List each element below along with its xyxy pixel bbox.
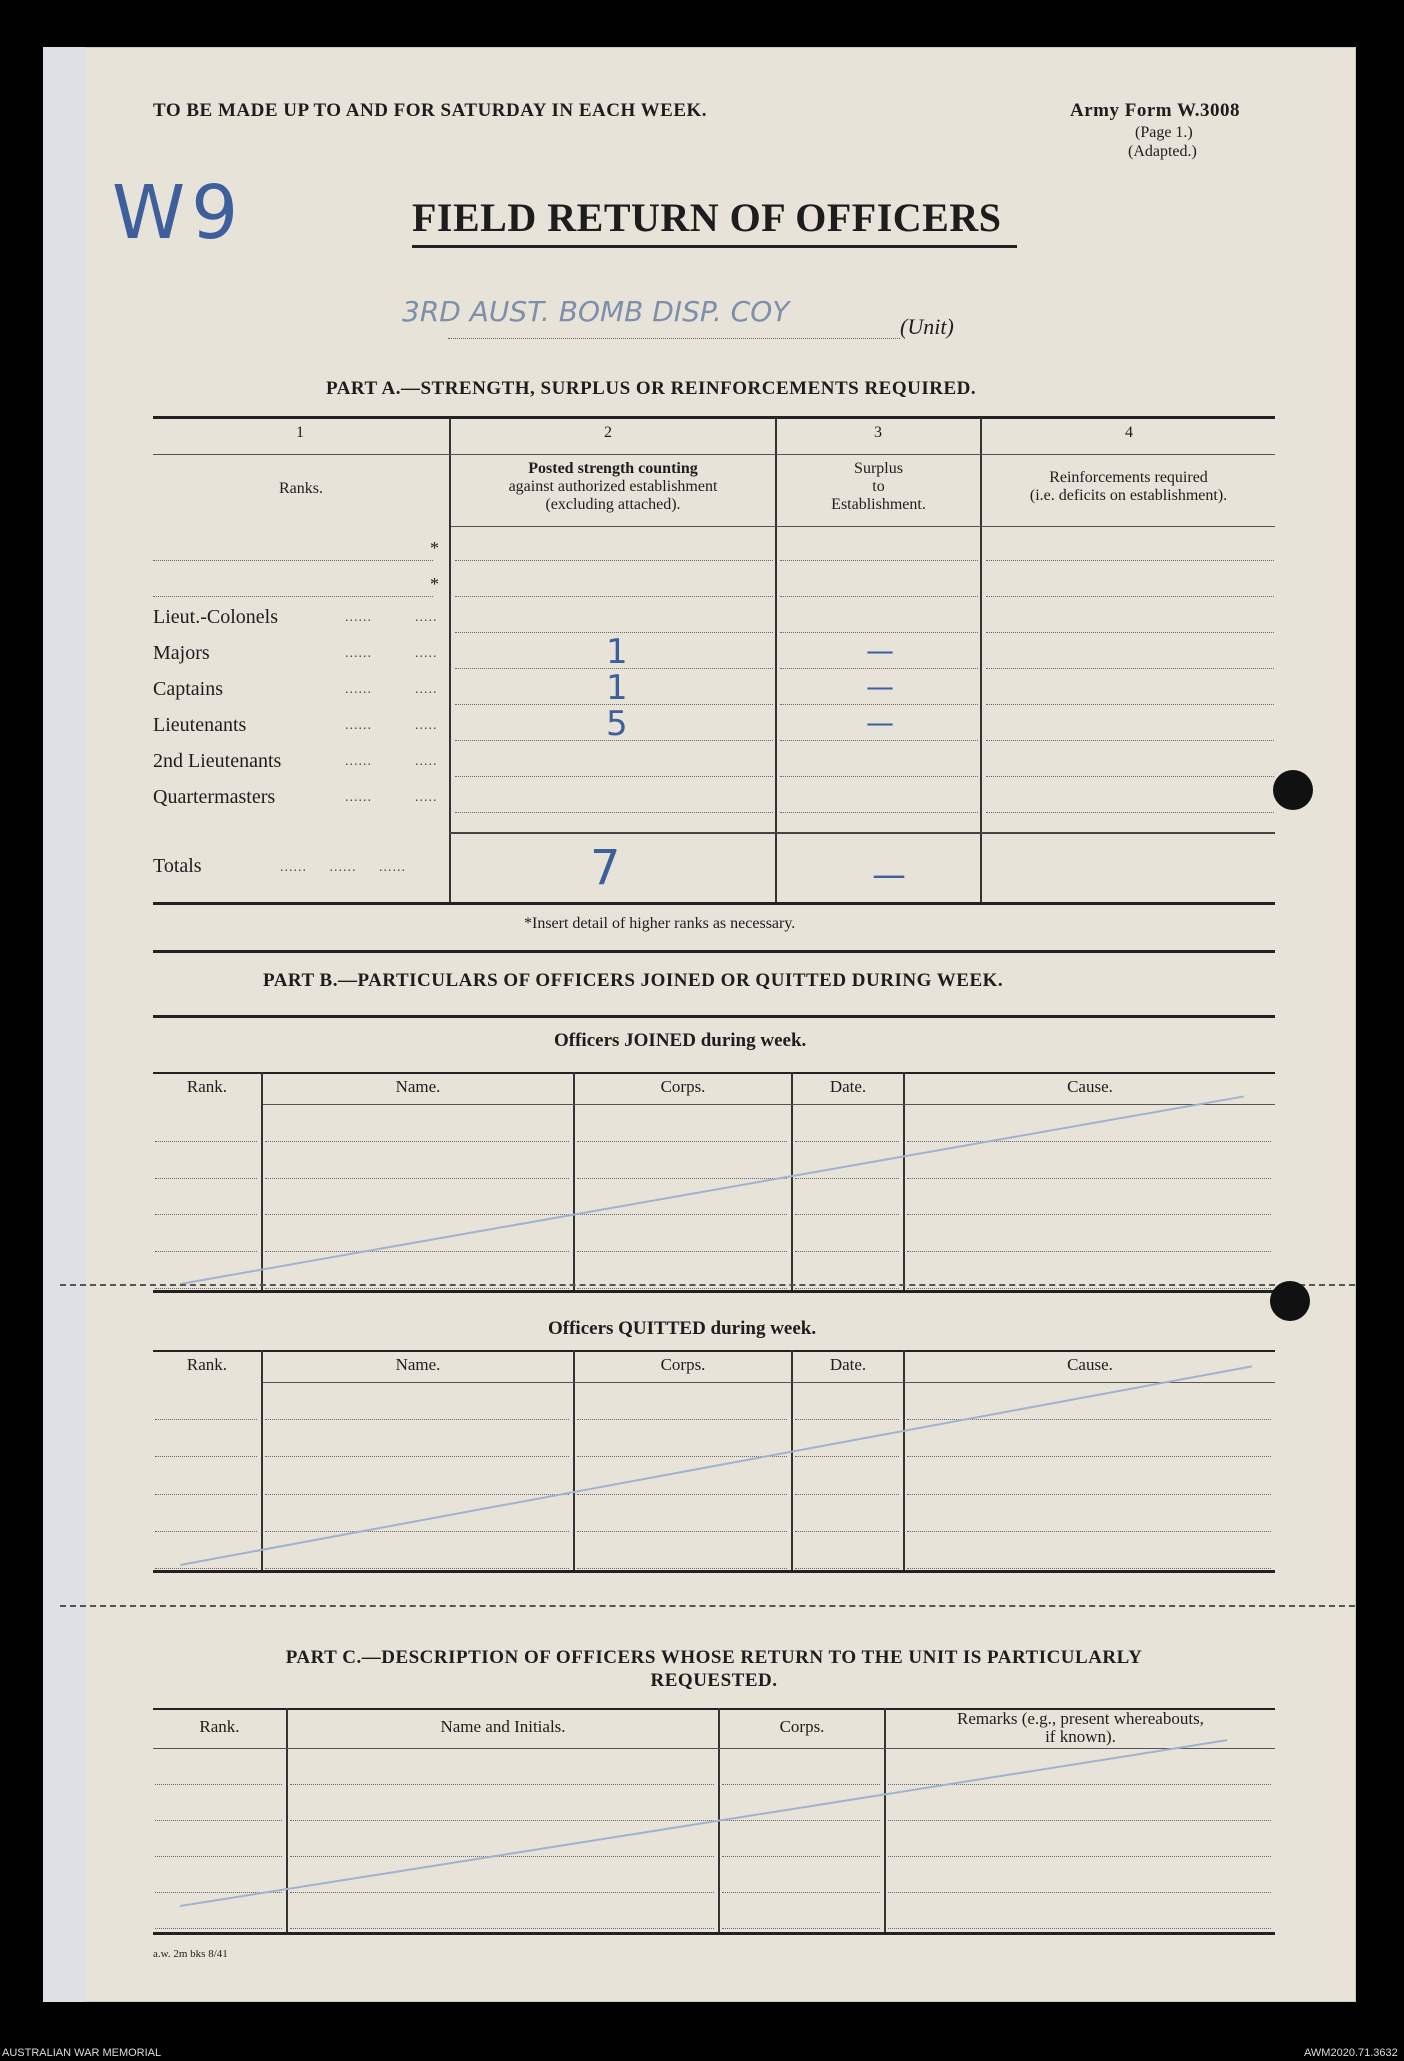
rank-label: Quartermasters bbox=[153, 786, 276, 808]
rank-label: Captains bbox=[153, 678, 223, 700]
table-row-line bbox=[265, 1214, 569, 1215]
rank-label: Majors bbox=[153, 642, 210, 664]
table-bottom-rule bbox=[153, 1570, 1275, 1573]
table-row-line bbox=[155, 1141, 257, 1142]
rank-label: Lieutenants bbox=[153, 714, 247, 736]
table-row-line bbox=[155, 1784, 282, 1785]
table-row-line bbox=[155, 1419, 257, 1420]
remarks-line: Remarks (e.g., present whereabouts, bbox=[957, 1709, 1204, 1728]
table-row-line bbox=[265, 1288, 569, 1289]
table-row-line bbox=[722, 1820, 880, 1821]
part-c-heading bbox=[153, 1646, 1275, 1692]
table-row-line bbox=[155, 1456, 257, 1457]
header-bottom-rule bbox=[451, 526, 1275, 527]
col-header-posted-line: Posted strength counting bbox=[528, 460, 698, 477]
table-column-header: Rank. bbox=[199, 1717, 240, 1736]
surplus-value: — bbox=[866, 634, 894, 667]
form-page: (Page 1.) bbox=[1135, 124, 1193, 141]
table-row-line bbox=[577, 1178, 787, 1179]
title-underline bbox=[412, 245, 1017, 248]
table-row-line bbox=[290, 1892, 714, 1893]
table-column-header: Corps. bbox=[660, 1355, 706, 1374]
col-header-ranks: Ranks. bbox=[279, 480, 323, 497]
table-vline bbox=[286, 1708, 288, 1932]
perforation-line bbox=[60, 1284, 1355, 1286]
part-b-heading: PART B.—PARTICULARS OF OFFICERS JOINED OR QUITTED DURING WEEK. bbox=[263, 970, 1004, 991]
cell-dotted-line bbox=[780, 740, 978, 741]
table-column-header: Date. bbox=[829, 1355, 867, 1374]
rank-leader: ...... bbox=[345, 682, 372, 697]
part-c-heading-line: REQUESTED. bbox=[650, 1670, 778, 1691]
cell-dotted-line bbox=[986, 704, 1274, 705]
table-top-rule bbox=[153, 1350, 1275, 1352]
table-row-line bbox=[907, 1568, 1271, 1569]
table-bottom-rule bbox=[153, 1932, 1275, 1935]
table-row-line bbox=[722, 1892, 880, 1893]
table-row-line bbox=[290, 1928, 714, 1929]
table-row-line bbox=[265, 1494, 569, 1495]
table-row-line bbox=[888, 1892, 1271, 1893]
table-header-rule bbox=[263, 1104, 1275, 1105]
table-column-header: Corps. bbox=[779, 1717, 825, 1736]
table-row-line bbox=[155, 1494, 257, 1495]
cell-dotted-line bbox=[986, 812, 1274, 813]
totals-posted-value: 7 bbox=[590, 840, 621, 896]
form-id: Army Form W.3008 bbox=[1070, 100, 1241, 121]
table-row-line bbox=[795, 1214, 899, 1215]
footer-left: AUSTRALIAN WAR MEMORIAL bbox=[2, 2047, 162, 2059]
cell-dotted-line bbox=[986, 740, 1274, 741]
posted-value: 1 bbox=[606, 632, 628, 672]
punch-hole bbox=[1270, 1281, 1310, 1321]
surplus-value: — bbox=[866, 706, 894, 739]
perforation-line-2 bbox=[60, 1605, 1355, 1607]
table-row-line bbox=[795, 1494, 899, 1495]
table-row-line bbox=[907, 1178, 1271, 1179]
table-row-line bbox=[888, 1928, 1271, 1929]
table-row-line bbox=[155, 1820, 282, 1821]
table-row-line bbox=[577, 1494, 787, 1495]
table-row-line bbox=[577, 1214, 787, 1215]
rank-blank-line bbox=[153, 560, 433, 561]
rank-leader: ...... bbox=[345, 790, 372, 805]
table-row-line bbox=[155, 1214, 257, 1215]
posted-value: 5 bbox=[606, 704, 628, 744]
instruction-text: TO BE MADE UP TO AND FOR SATURDAY IN EACH WEEK. bbox=[153, 100, 708, 121]
table-row-line bbox=[577, 1568, 787, 1569]
unit-label: (Unit) bbox=[900, 314, 954, 339]
col-header-posted bbox=[451, 460, 775, 514]
col-number-4: 4 bbox=[1125, 424, 1133, 441]
table-row-line bbox=[795, 1288, 899, 1289]
rank-leader: ..... bbox=[415, 718, 438, 733]
cell-dotted-line bbox=[986, 776, 1274, 777]
cell-dotted-line bbox=[455, 776, 773, 777]
part-a-heading: PART A.—STRENGTH, SURPLUS OR REINFORCEMENTS REQUIRED. bbox=[326, 378, 977, 399]
table-row-line bbox=[907, 1288, 1271, 1289]
table-row-line bbox=[577, 1531, 787, 1532]
table-row-line bbox=[290, 1820, 714, 1821]
col-header-reinforcements-line: (i.e. deficits on establishment). bbox=[1029, 487, 1228, 504]
joined-title: Officers JOINED during week. bbox=[554, 1030, 807, 1051]
cell-dotted-line bbox=[455, 560, 773, 561]
table-column-header: Cause. bbox=[1067, 1355, 1113, 1374]
table-row-line bbox=[907, 1531, 1271, 1532]
table-row-line bbox=[290, 1856, 714, 1857]
col-header-posted-line: (excluding attached). bbox=[545, 496, 681, 513]
table-column-header: Rank. bbox=[186, 1077, 228, 1096]
totals-surplus-value: — bbox=[872, 855, 906, 895]
cell-dotted-line bbox=[455, 596, 773, 597]
rank-leader: ..... bbox=[415, 790, 438, 805]
table-column-header: Name. bbox=[395, 1077, 441, 1096]
rank-leader: ..... bbox=[415, 682, 438, 697]
rank-label: 2nd Lieutenants bbox=[153, 750, 282, 772]
table-row-line bbox=[795, 1568, 899, 1569]
cell-dotted-line bbox=[986, 632, 1274, 633]
col-number-1: 1 bbox=[296, 424, 304, 441]
rank-leader: ...... bbox=[345, 718, 372, 733]
row-marker: * bbox=[430, 538, 439, 558]
table-column-header: Corps. bbox=[660, 1077, 706, 1096]
part-b-heading-rule bbox=[153, 1015, 1275, 1018]
cell-dotted-line bbox=[780, 632, 978, 633]
col-header-surplus-line: Establishment. bbox=[831, 496, 926, 513]
unit-dotted-line bbox=[448, 338, 900, 339]
table-row-line bbox=[795, 1419, 899, 1420]
part-a-bottom-rule bbox=[153, 902, 1275, 905]
col-header-reinforcements-line: Reinforcements required bbox=[1049, 469, 1208, 486]
cell-dotted-line bbox=[986, 560, 1274, 561]
row-marker: * bbox=[430, 574, 439, 594]
table-vline bbox=[261, 1350, 263, 1570]
table-row-line bbox=[907, 1456, 1271, 1457]
rank-leader: ...... bbox=[345, 754, 372, 769]
rank-blank-line bbox=[153, 596, 433, 597]
table-row-line bbox=[155, 1856, 282, 1857]
table-column-header: Cause. bbox=[1067, 1077, 1113, 1096]
rank-leader: ..... bbox=[415, 754, 438, 769]
table-top-rule bbox=[153, 1072, 1275, 1074]
rank-label: Lieut.-Colonels bbox=[153, 606, 278, 628]
table-row-line bbox=[265, 1568, 569, 1569]
table-row-line bbox=[265, 1178, 569, 1179]
table-row-line bbox=[155, 1531, 257, 1532]
table-row-line bbox=[577, 1288, 787, 1289]
table-row-line bbox=[722, 1928, 880, 1929]
rank-leader: ..... bbox=[415, 646, 438, 661]
table-row-line bbox=[577, 1419, 787, 1420]
table-row-line bbox=[795, 1531, 899, 1532]
table-vline bbox=[903, 1350, 905, 1570]
cell-dotted-line bbox=[780, 596, 978, 597]
form-title: FIELD RETURN OF OFFICERS bbox=[412, 195, 1002, 240]
posted-value: 1 bbox=[606, 668, 628, 708]
paper-edge-strip bbox=[43, 47, 85, 2002]
cell-dotted-line bbox=[986, 668, 1274, 669]
table-row-line bbox=[265, 1251, 569, 1252]
table-row-line bbox=[265, 1419, 569, 1420]
form-adapted: (Adapted.) bbox=[1128, 143, 1197, 160]
table-row-line bbox=[907, 1141, 1271, 1142]
cell-dotted-line bbox=[780, 812, 978, 813]
cell-dotted-line bbox=[780, 776, 978, 777]
cell-dotted-line bbox=[986, 596, 1274, 597]
col-header-surplus bbox=[777, 460, 980, 514]
totals-top-rule bbox=[449, 832, 1275, 834]
part-a-footnote: *Insert detail of higher ranks as necessary. bbox=[524, 915, 796, 932]
table-row-line bbox=[795, 1178, 899, 1179]
part-b-top-rule bbox=[153, 950, 1275, 953]
col-header-surplus-line: to bbox=[872, 478, 885, 495]
table-vline bbox=[573, 1350, 575, 1570]
table-row-line bbox=[795, 1456, 899, 1457]
col-header-posted-line: against authorized establishment bbox=[508, 478, 718, 495]
table-column-header: Name. bbox=[395, 1355, 441, 1374]
cell-dotted-line bbox=[780, 704, 978, 705]
table-row-line bbox=[265, 1456, 569, 1457]
rank-leader: ..... bbox=[415, 610, 438, 625]
surplus-value: — bbox=[866, 670, 894, 703]
table-row-line bbox=[907, 1214, 1271, 1215]
table-row-line bbox=[795, 1141, 899, 1142]
cell-dotted-line bbox=[780, 668, 978, 669]
table-row-line bbox=[155, 1928, 282, 1929]
table-row-line bbox=[155, 1288, 257, 1289]
punch-hole bbox=[1273, 770, 1313, 810]
unit-value: 3RD AUST. BOMB DISP. COY bbox=[402, 295, 790, 328]
table-header-rule bbox=[153, 1748, 1275, 1749]
table-row-line bbox=[907, 1494, 1271, 1495]
table-bottom-rule bbox=[153, 1290, 1275, 1293]
handwritten-code: W9 bbox=[112, 170, 245, 256]
totals-label: Totals bbox=[153, 855, 202, 877]
table-row-line bbox=[290, 1784, 714, 1785]
cell-dotted-line bbox=[780, 560, 978, 561]
quitted-title: Officers QUITTED during week. bbox=[548, 1318, 817, 1339]
table-column-header: Rank. bbox=[186, 1355, 228, 1374]
table-row-line bbox=[265, 1141, 569, 1142]
table-column-header: Date. bbox=[829, 1077, 867, 1096]
table-row-line bbox=[155, 1178, 257, 1179]
totals-leader: ...... ...... ...... bbox=[280, 860, 406, 875]
table-row-line bbox=[265, 1531, 569, 1532]
table-row-line bbox=[577, 1141, 787, 1142]
remarks-line: if known). bbox=[1045, 1727, 1116, 1746]
table-vline bbox=[791, 1350, 793, 1570]
table-row-line bbox=[722, 1784, 880, 1785]
table-row-line bbox=[888, 1820, 1271, 1821]
table-column-header: Name and Initials. bbox=[440, 1717, 566, 1736]
col-number-2: 2 bbox=[604, 424, 612, 441]
col-number-3: 3 bbox=[874, 424, 882, 441]
rank-leader: ...... bbox=[345, 646, 372, 661]
col-header-surplus-line: Surplus bbox=[854, 460, 903, 477]
table-row-line bbox=[155, 1251, 257, 1252]
table-row-line bbox=[888, 1856, 1271, 1857]
table-row-line bbox=[155, 1568, 257, 1569]
table-row-line bbox=[577, 1251, 787, 1252]
table-row-line bbox=[795, 1251, 899, 1252]
col-header-reinforcements bbox=[982, 469, 1275, 505]
cell-dotted-line bbox=[455, 812, 773, 813]
table-row-line bbox=[907, 1251, 1271, 1252]
table-header-rule bbox=[263, 1382, 1275, 1383]
part-c-heading-line: PART C.—DESCRIPTION OF OFFICERS WHOSE RETURN TO THE UNIT IS PARTICULARLY bbox=[285, 1647, 1143, 1668]
rank-leader: ...... bbox=[345, 610, 372, 625]
table-row-line bbox=[722, 1856, 880, 1857]
part-a-top-rule bbox=[153, 416, 1275, 419]
print-code: a.w. 2m bks 8/41 bbox=[153, 1948, 228, 1960]
col-number-rule bbox=[153, 454, 1275, 455]
footer-right: AWM2020.71.3632 bbox=[1304, 2047, 1398, 2059]
